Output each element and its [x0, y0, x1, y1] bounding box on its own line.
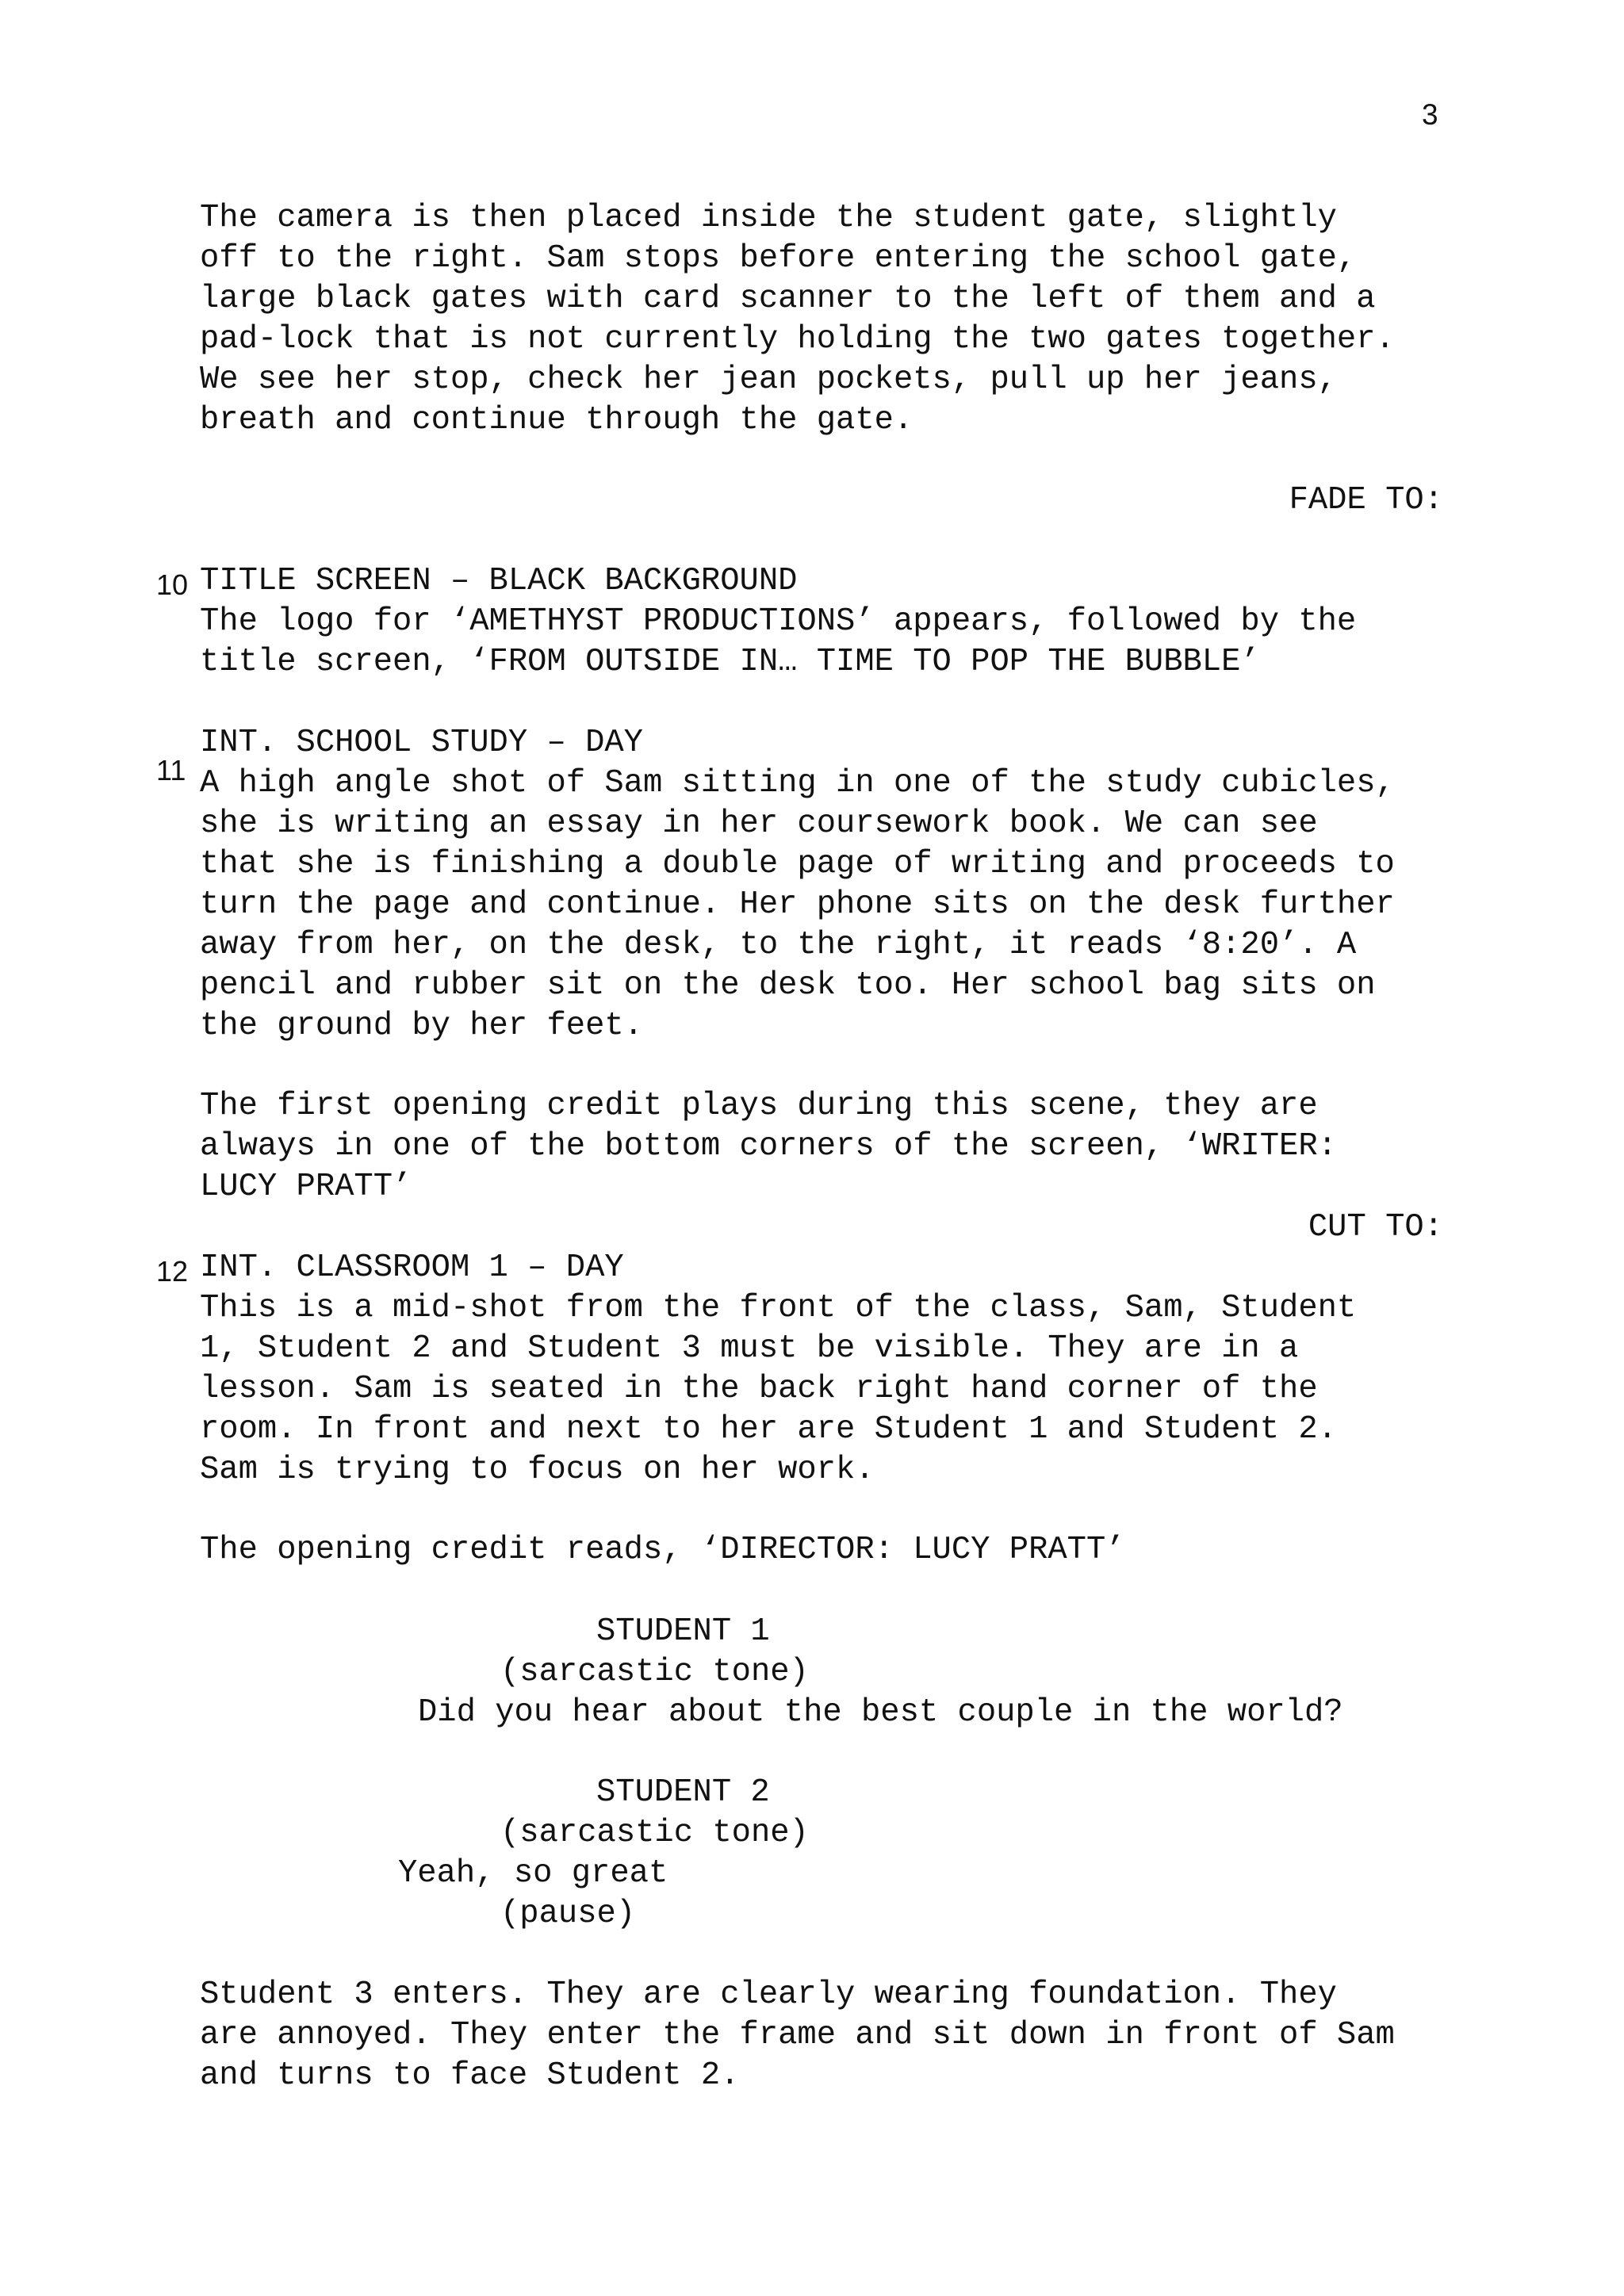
action-line: lesson. Sam is seated in the back right hand corner of the: [200, 1371, 1318, 1407]
action-line: Student 3 enters. They are clearly wearing foundation. They: [200, 1976, 1337, 2013]
credit-line: always in one of the bottom corners of the screen, ‘WRITER:: [200, 1128, 1337, 1165]
action-line: This is a mid-shot from the front of the class, Sam, Student: [200, 1290, 1357, 1326]
action-line: off to the right. Sam stops before entering the school gate,: [200, 240, 1357, 277]
transition-fade-to: FADE TO:: [1289, 482, 1443, 519]
credit-line: The opening credit reads, ‘DIRECTOR: LUCY PRATT’: [200, 1532, 1125, 1568]
parenthetical: (sarcastic tone): [500, 1654, 809, 1690]
action-line: turn the page and continue. Her phone sits on the desk further: [200, 886, 1395, 923]
scene-number: 11: [156, 754, 186, 786]
parenthetical: (pause): [500, 1896, 636, 1932]
action-line: and turns to face Student 2.: [200, 2057, 740, 2094]
action-line: she is writing an essay in her coursework book. We can see: [200, 806, 1318, 842]
action-line: pad-lock that is not currently holding the two gates together.: [200, 321, 1395, 358]
action-line: The logo for ‘AMETHYST PRODUCTIONS’ appears, followed by the: [200, 603, 1357, 640]
action-line: the ground by her feet.: [200, 1008, 643, 1044]
credit-line: The first opening credit plays during this scene, they are: [200, 1088, 1318, 1124]
scene-heading: INT. CLASSROOM 1 – DAY: [200, 1249, 624, 1286]
action-line: that she is finishing a double page of writing and proceeds to: [200, 846, 1395, 882]
action-line: A high angle shot of Sam sitting in one of the study cubicles,: [200, 765, 1395, 802]
action-line: room. In front and next to her are Student 1 and Student 2.: [200, 1411, 1337, 1448]
scene-number: 10: [156, 568, 189, 601]
action-line: away from her, on the desk, to the right, it reads ‘8:20’. A: [200, 927, 1357, 963]
action-line: 1, Student 2 and Student 3 must be visible. They are in a: [200, 1330, 1299, 1367]
scene-number: 12: [156, 1255, 189, 1288]
action-line: Sam is trying to focus on her work.: [200, 1452, 875, 1488]
scene-heading: TITLE SCREEN – BLACK BACKGROUND: [200, 563, 798, 599]
action-line: title screen, ‘FROM OUTSIDE IN… TIME TO POP THE BUBBLE’: [200, 644, 1260, 680]
action-line: are annoyed. They enter the frame and sit down in front of Sam: [200, 2017, 1395, 2053]
action-line: pencil and rubber sit on the desk too. Her school bag sits on: [200, 967, 1376, 1004]
parenthetical: (sarcastic tone): [500, 1815, 809, 1851]
action-line: large black gates with card scanner to the left of them and a: [200, 281, 1376, 317]
credit-line: LUCY PRATT’: [200, 1169, 412, 1205]
transition-cut-to: CUT TO:: [1308, 1209, 1443, 1246]
character-name: STUDENT 2: [596, 1774, 770, 1811]
page-number: 3: [1422, 98, 1438, 131]
action-line: The camera is then placed inside the student gate, slightly: [200, 200, 1337, 236]
action-line: breath and continue through the gate.: [200, 402, 914, 438]
action-line: We see her stop, check her jean pockets, pull up her jeans,: [200, 362, 1337, 398]
scene-heading: INT. SCHOOL STUDY – DAY: [200, 725, 643, 761]
dialogue-line: Yeah, so great: [398, 1855, 668, 1892]
dialogue-line: Did you hear about the best couple in the world?: [418, 1694, 1343, 1731]
character-name: STUDENT 1: [596, 1613, 770, 1650]
